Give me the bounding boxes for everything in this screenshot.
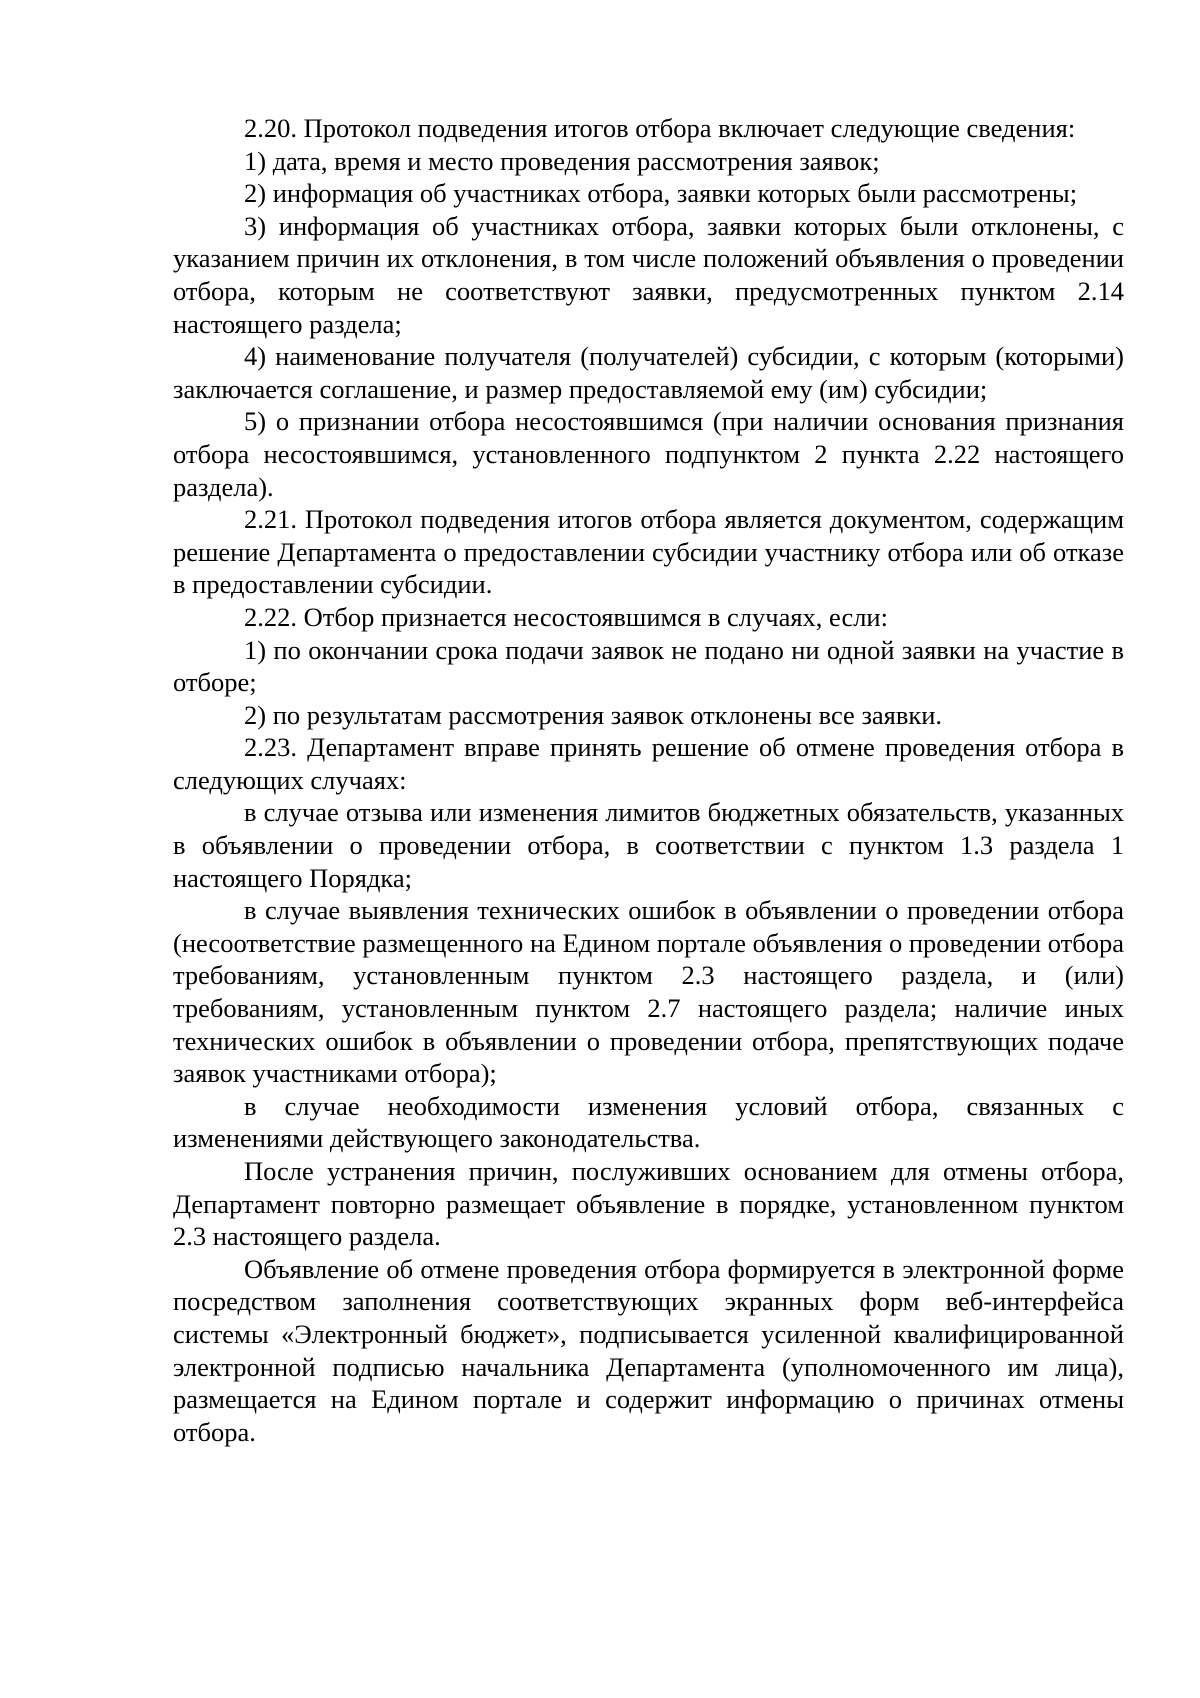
document-page [173, 112, 1124, 1448]
paragraph-after-elimination: После устранения причин, послуживших основанием для отмены отбора, Департамент повторно размещает объявление в порядке, установленном пунктом 2.3 настоящего раздела. [173, 1156, 1124, 1252]
list-item-4: 4) наименование получателя (получателей) субсидии, с которым (которыми) заключается соглашение, и размер предоставляемой ему (им) субсидии; [173, 341, 1124, 404]
list-item-1: 1) дата, время и место проведения рассмотрения заявок; [244, 145, 880, 176]
case-technical-errors: в случае выявления технических ошибок в объявлении о проведении отбора (несоответствие размещенного на Едином портале объявления о проведении отбора требованиям, установленным пунктом 2.3 настоящего раздела, и (или) требованиям, установленным пунктом 2.7 настоящего раздела; наличие иных технических ошибок в объявлении о проведении отбора, препятствующих подаче заявок участниками отбора); [173, 895, 1124, 1089]
case-limits: в случае отзыва или изменения лимитов бюджетных обязательств, указанных в объявлении о проведении отбора, в соответствии с пунктом 1.3 раздела 1 настоящего Порядка; [173, 797, 1124, 893]
paragraph-cancellation-notice: Объявление об отмене проведения отбора формируется в электронной форме посредством заполнения соответствующих экранных форм веб-интерфейса системы «Электронный бюджет», подписывается усиленной квалифицированной электронной подписью начальника Департамента (уполномоченного им лица), размещается на Едином портале и содержит информацию о причинах отмены отбора. [173, 1253, 1124, 1447]
paragraph-2-21: 2.21. Протокол подведения итогов отбора является документом, содержащим решение Департамента о предоставлении субсидии участнику отбора или об отказе в предоставлении субсидии. [173, 504, 1124, 600]
list-item-2: 2) информация об участниках отбора, заявки которых были рассмотрены; [244, 178, 1078, 209]
list-item-5: 5) о признании отбора несостоявшимся (при наличии основания признания отбора несостоявшимся, установленного подпунктом 2 пункта 2.22 настоящего раздела). [173, 406, 1124, 502]
case-legislation: в случае необходимости изменения условий отбора, связанных с изменениями действующего законодательства. [173, 1090, 1124, 1154]
list-item-3: 3) информация об участниках отбора, заявки которых были отклонены, с указанием причин их отклонения, в том числе положений объявления о проведении отбора, которым не соответствуют заявки, предусмотренных пунктом 2.14 настоящего раздела; [173, 210, 1124, 339]
paragraph-2-22: 2.22. Отбор признается несостоявшимся в случаях, если: [244, 601, 888, 632]
paragraph-2-20: 2.20. Протокол подведения итогов отбора включает следующие сведения: [244, 113, 1076, 143]
list-item-2-22-1: 1) по окончании срока подачи заявок не подано ни одной заявки на участие в отборе; [173, 634, 1124, 698]
list-item-2-22-2: 2) по результатам рассмотрения заявок отклонены все заявки. [244, 699, 943, 730]
paragraph-2-23: 2.23. Департамент вправе принять решение об отмене проведения отбора в следующих случаях: [173, 732, 1124, 795]
